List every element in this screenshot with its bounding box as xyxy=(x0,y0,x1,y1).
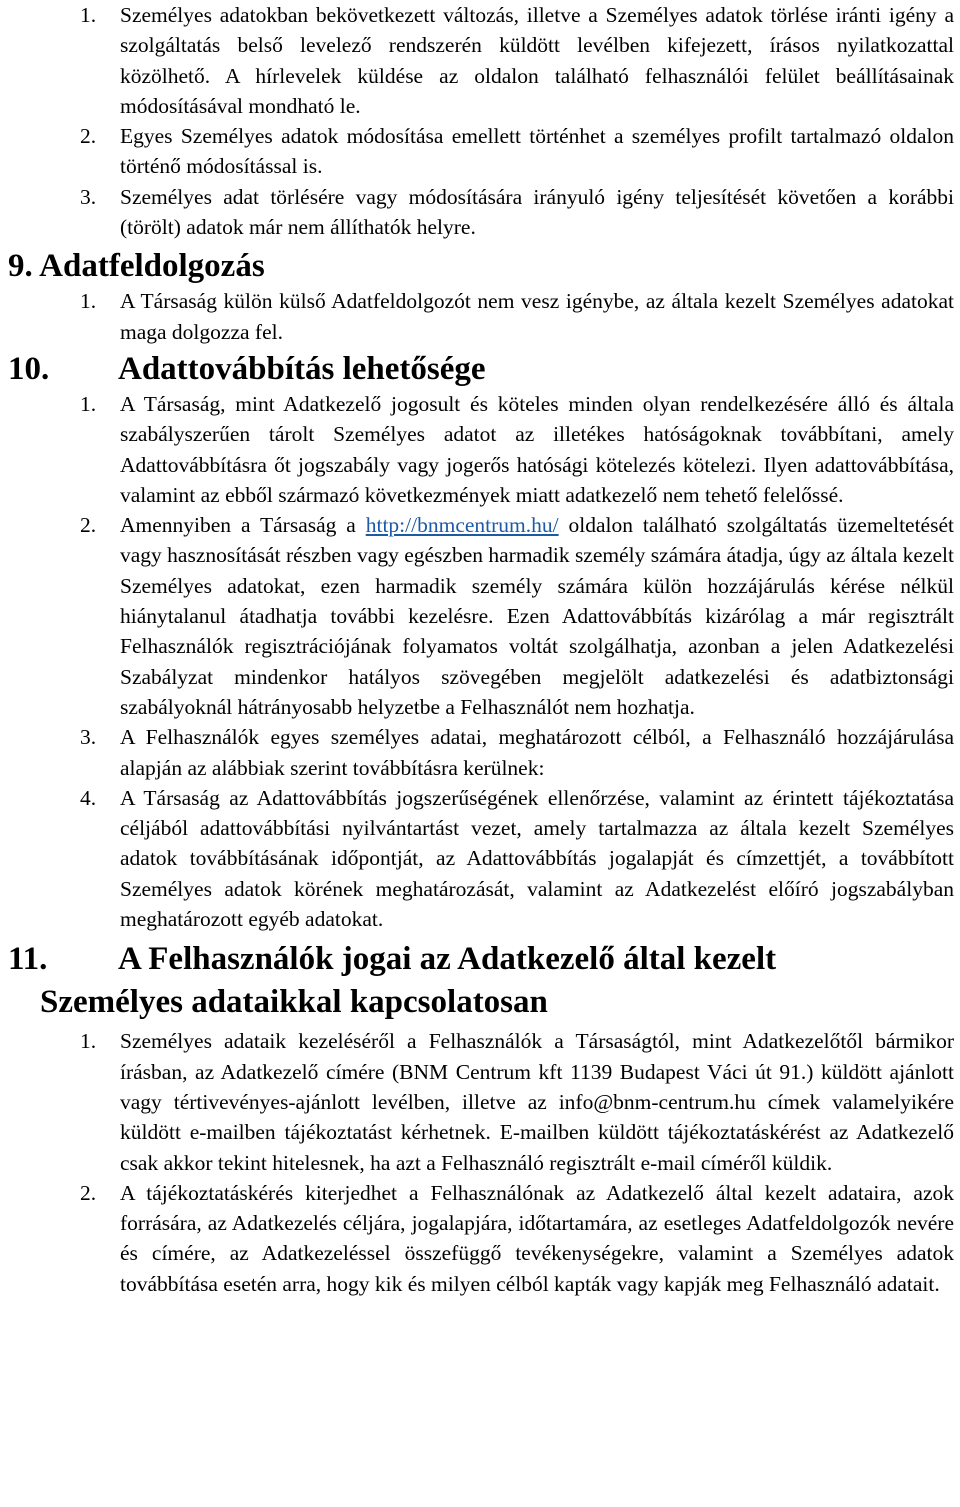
section-heading-11 xyxy=(0,938,960,981)
item-text-after-link: oldalon található szolgáltatás üzemeltetését vagy hasznosítását részben vagy egészben harmadik személy számára átadja, úgy az általa kezelt Személyes adatokat, ezen harmadik személy számára külön hozzájárulás kérése nélkül hiánytalanul átadhatja további kezelésre. Ezen Adattovábbítás kizárólag a már regisztrált Felhasználók regisztrációjának folyamatos voltát szolgálhatja, azonban a jelen Adatkezelési Szabályzat mindenkor hatályos szövegében megjelölt adatkezelési és adatbiztonsági szabályoknál hátrányosabb helyzetbe a Felhasználót nem hozhatja. xyxy=(120,513,954,719)
item-number: 4. xyxy=(80,785,97,810)
list-item xyxy=(0,722,960,783)
item-text: Személyes adatokban bekövetkezett változás, illetve a Személyes adatok törlése iránti igény a szolgáltatás belső levelező rendszerén küldött levélben kifejezett, írásos nyilatkozattal közölhető. A hírlevelek küldése az oldalon található felhasználói felület beállításainak módosításával mondható le. xyxy=(120,3,954,118)
heading-text: Adattovábbítás lehetősége xyxy=(118,350,486,387)
item-text: Egyes Személyes adatok módosítása emellett történhet a személyes profilt tartalmazó oldalon történő módosítással is. xyxy=(120,124,954,179)
item-number: 3. xyxy=(80,184,97,209)
item-number: 3. xyxy=(80,725,97,750)
list-item xyxy=(0,0,960,121)
list-item xyxy=(0,121,960,182)
bnmcentrum-link[interactable]: http://bnmcentrum.hu/ xyxy=(365,513,559,538)
item-number: 2. xyxy=(80,1180,97,1205)
item-text: A Társaság külön külső Adatfeldolgozót nem vesz igénybe, az általa kezelt Személyes adatokat maga dolgozza fel. xyxy=(120,289,954,344)
item-number: 2. xyxy=(80,513,97,538)
item-text: A Társaság az Adattovábbítás jogszerűségének ellenőrzése, valamint az érintett tájékoztatása céljából adattovábbítási nyilvántartást vezet, amely tartalmazza az általa kezelt Személyes adatok továbbításának időpontját, az Adattovábbítás jogalapját és címzettjét, a továbbított Személyes adatok körének meghatározását, valamint az Adatkezelést előíró jogszabályban meghatározott egyéb adatokat. xyxy=(120,785,954,932)
list-item xyxy=(0,286,960,347)
section-heading-10 xyxy=(0,349,960,389)
item-text-before-link: Amennyiben a Társaság a xyxy=(120,513,366,538)
item-text: Személyes adat törlésére vagy módosítására irányuló igény teljesítését követően a korábbi (törölt) adatok már nem állíthatók helyre. xyxy=(120,184,954,240)
section-8-list xyxy=(0,0,960,242)
item-text: A tájékoztatáskérés kiterjedhet a Felhasználónak az Adatkezelő által kezelt adataira, azok forrására, az Adatkezelés céljára, jogalapjára, időtartamára, az esetleges Adatfeldolgozók nevére és címére, az Adatkezeléssel összefüggő tevékenységekre, valamint a Személyes adatok továbbítása esetén arra, hogy kik és milyen célból kapták vagy kapják meg Felhasználó adatait. xyxy=(120,1180,954,1296)
item-number: 1. xyxy=(80,1029,97,1054)
heading-text-line1: A Felhasználók jogai az Adatkezelő által kezelt xyxy=(118,941,777,978)
heading-number: 11. xyxy=(8,941,48,978)
list-item xyxy=(0,1178,960,1299)
section-heading-11-line2: Személyes adataikkal kapcsolatosan xyxy=(40,984,548,1021)
item-text: Személyes adataik kezeléséről a Felhasználók a Társaságtól, mint Adatkezelőtől bármikor írásban, az Adatkezelő címére (BNM Centrum kft 1139 Budapest Váci út 91.) küldött ajánlott vagy tértivevényes-ajánlott levélben, illetve az info@bnm-centrum.hu címek valamelyikére küldött e-mailben tájékoztatást kérhetnek. E-mailben küldött tájékoztatáskérést az Adatkezelő csak akkor tekint hitelesnek, ha azt a Felhasználó regisztrált e-mail címéről küldik. xyxy=(120,1029,954,1175)
section-heading-9: 9. Adatfeldolgozás xyxy=(8,248,265,285)
item-number: 1. xyxy=(80,391,97,416)
item-number: 2. xyxy=(80,124,97,149)
list-item xyxy=(0,1026,960,1177)
section-11-list xyxy=(0,1026,960,1299)
list-item xyxy=(0,182,960,243)
item-text: A Felhasználók egyes személyes adatai, meghatározott célból, a Felhasználó hozzájárulása alapján az alábbiak szerint továbbításra kerülnek: xyxy=(120,725,954,780)
list-item xyxy=(0,510,960,722)
item-text: A Társaság, mint Adatkezelő jogosult és köteles minden olyan rendelkezésére álló és általa szabályszerűen tárolt Személyes adatot az illetékes hatóságoknak továbbítani, amely Adattovábbításra őt jogszabály vagy jogerős hatósági kötelezés kötelezi. Ilyen adattovábbítása, valamint az ebből származó következmények miatt adatkezelő nem tehető felelőssé. xyxy=(120,391,954,507)
list-item xyxy=(0,389,960,510)
item-number: 1. xyxy=(80,289,97,314)
list-item xyxy=(0,783,960,934)
section-10-list xyxy=(0,389,960,934)
heading-number: 10. xyxy=(8,350,50,387)
section-9-list xyxy=(0,286,960,347)
item-number: 1. xyxy=(80,3,97,27)
